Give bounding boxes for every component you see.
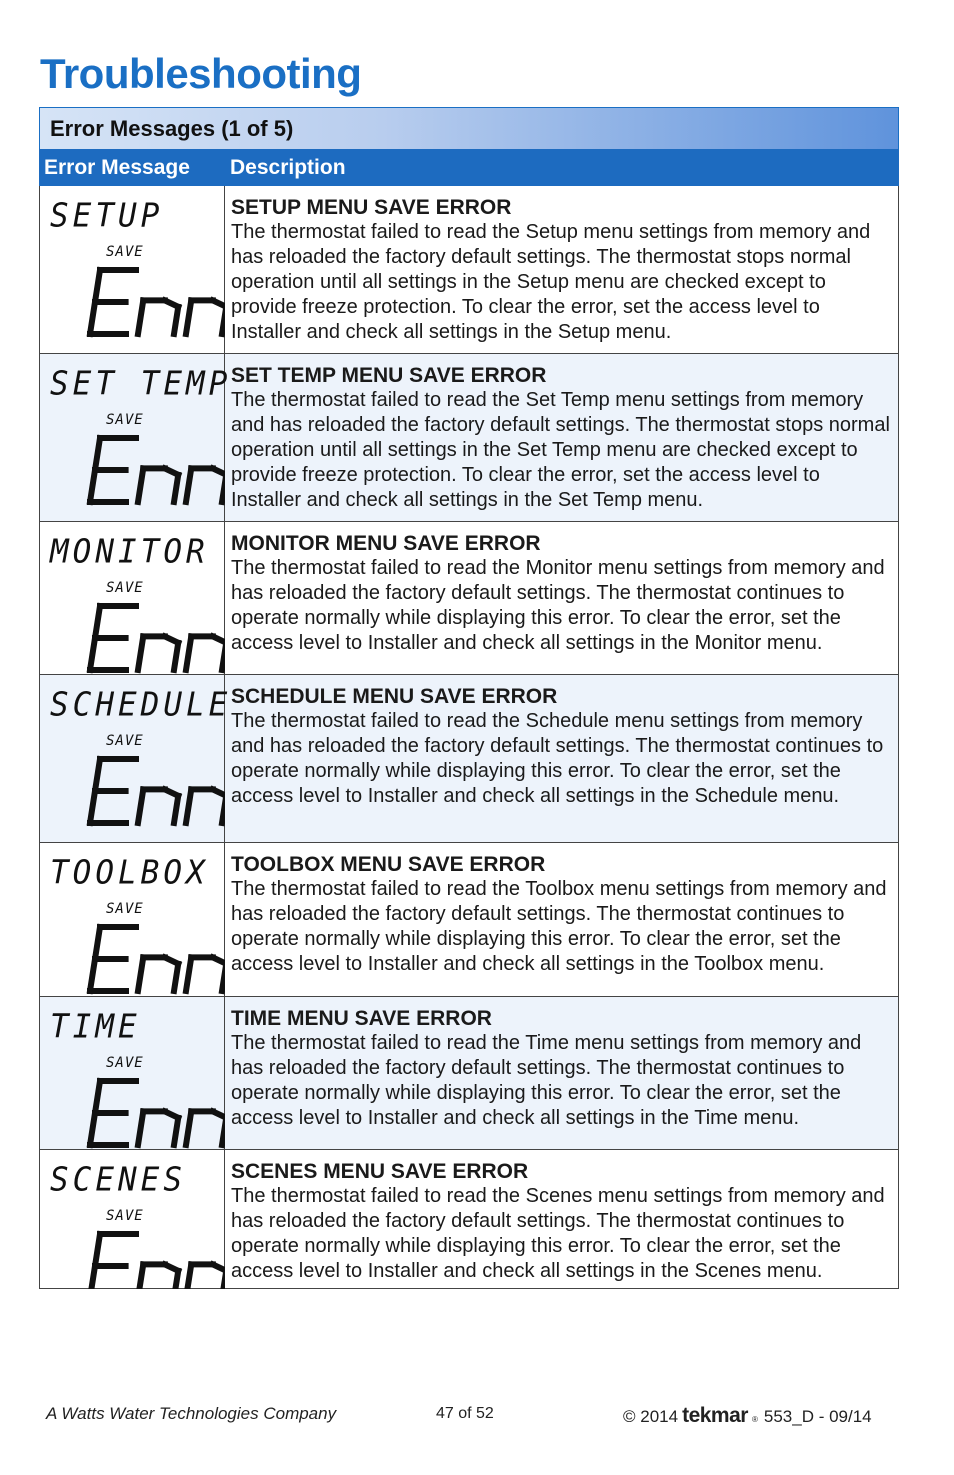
footer-company: A Watts Water Technologies Company	[46, 1404, 337, 1423]
error-description: The thermostat failed to read the Set Temp menu settings from memory and has reloaded the factory default settings. The thermostat stops normal operation until all settings in the Set Temp menu are checked except to provide freeze protection. To clear the error, set the access level to Installer and check all settings in the Set Temp menu.	[231, 389, 890, 511]
table-row	[39, 354, 899, 522]
table-row	[39, 522, 899, 675]
lcd-err-digits	[40, 354, 225, 522]
lcd-segment-glyph	[90, 606, 136, 670]
description-cell	[225, 843, 898, 996]
lcd-segment-glyph	[138, 789, 178, 823]
table-row	[39, 186, 899, 354]
lcd-segment	[213, 1111, 225, 1117]
lcd-segment	[138, 1111, 143, 1145]
lcd-segment	[213, 636, 225, 642]
column-header-description: Description	[230, 155, 346, 179]
error-title: TIME MENU SAVE ERROR	[231, 1007, 492, 1030]
lcd-segment	[174, 964, 178, 991]
lcd-segment	[222, 1271, 225, 1289]
lcd-display	[40, 675, 232, 842]
section-header: Error Messages (1 of 5)	[39, 107, 899, 149]
footer-copyright	[623, 1404, 872, 1428]
registered-mark: ®	[751, 1415, 758, 1424]
lcd-save-label: SAVE	[106, 244, 144, 260]
lcd-menu-label: SCENES	[50, 1161, 186, 1199]
lcd-err-digits	[40, 843, 225, 997]
lcd-segment	[222, 796, 225, 823]
lcd-segment	[138, 300, 143, 334]
lcd-display	[40, 522, 225, 674]
lcd-save-label: SAVE	[106, 1055, 144, 1071]
lcd-segment	[90, 1234, 100, 1289]
lcd-segment	[222, 964, 225, 991]
error-description: The thermostat failed to read the Time menu settings from memory and has reloaded the factory default settings. The thermostat continues to operate normally while displaying this error. To clear the error, set the access level to Installer and check all settings in the Time menu.	[231, 1032, 862, 1129]
error-description: The thermostat failed to read the Toolbox menu settings from memory and has reloaded the factory default settings. The thermostat continues to operate normally while displaying this error. To clear the error, set the access level to Installer and check all settings in the Toolbox menu.	[231, 878, 887, 975]
lcd-segment	[186, 300, 191, 334]
page-title: Troubleshooting	[40, 50, 362, 97]
lcd-segment	[174, 307, 178, 334]
lcd-segment	[174, 1271, 178, 1289]
description-cell	[225, 997, 898, 1149]
error-title: TOOLBOX MENU SAVE ERROR	[231, 853, 546, 876]
lcd-segment-glyph	[90, 1081, 136, 1145]
footer-page-number: 47 of 52	[436, 1405, 494, 1422]
lcd-segment	[186, 957, 191, 991]
error-description: The thermostat failed to read the Monitor menu settings from memory and has reloaded the factory default settings. The thermostat continues to operate normally while displaying this error. To clear the error, set the access level to Installer and check all settings in the Monitor menu.	[231, 557, 885, 654]
lcd-segment	[138, 789, 143, 823]
lcd-display	[40, 1150, 225, 1288]
error-title: SETUP MENU SAVE ERROR	[231, 196, 512, 219]
lcd-segment-glyph	[138, 1264, 178, 1289]
lcd-segment-glyph	[90, 1234, 136, 1289]
lcd-segment	[186, 1264, 191, 1289]
description-cell	[225, 675, 898, 842]
table-row	[39, 675, 899, 843]
lcd-segment-glyph	[138, 468, 178, 502]
lcd-segment-glyph	[186, 1111, 225, 1145]
lcd-save-label: SAVE	[106, 733, 144, 749]
lcd-segment	[138, 636, 143, 670]
lcd-segment	[138, 1264, 143, 1289]
lcd-menu-label: TOOLBOX	[50, 854, 209, 892]
lcd-segment	[213, 789, 225, 795]
lcd-segment	[213, 957, 225, 963]
lcd-segment	[186, 468, 191, 502]
lcd-segment	[222, 307, 225, 334]
error-messages-table	[39, 107, 899, 1289]
lcd-segment-glyph	[186, 1264, 225, 1289]
error-title: SCHEDULE MENU SAVE ERROR	[231, 685, 558, 708]
lcd-display	[40, 843, 225, 996]
lcd-segment	[186, 1111, 191, 1145]
lcd-segment-glyph	[90, 927, 136, 991]
lcd-segment-glyph	[186, 300, 225, 334]
lcd-err-digits	[40, 186, 225, 354]
lcd-menu-label: SETUP	[50, 197, 164, 235]
lcd-segment	[174, 796, 178, 823]
lcd-segment-glyph	[90, 270, 136, 334]
description-cell	[225, 522, 898, 674]
lcd-segment	[222, 643, 225, 670]
lcd-segment-glyph	[90, 759, 136, 823]
lcd-segment	[174, 475, 178, 502]
lcd-segment	[138, 468, 143, 502]
lcd-display	[40, 354, 232, 521]
lcd-save-label: SAVE	[106, 412, 144, 428]
table-row	[39, 997, 899, 1150]
copyright-text: © 2014	[623, 1407, 679, 1426]
lcd-segment	[186, 636, 191, 670]
lcd-save-label: SAVE	[106, 901, 144, 917]
error-description: The thermostat failed to read the Scenes menu settings from memory and has reloaded the factory default settings. The thermostat continues to operate normally while displaying this error. To clear the error, set the access level to Installer and check all settings in the Scenes menu.	[231, 1185, 885, 1282]
table-row	[39, 1150, 899, 1289]
lcd-segment-glyph	[90, 438, 136, 502]
lcd-segment	[174, 1118, 178, 1145]
lcd-segment-glyph	[186, 468, 225, 502]
lcd-segment	[213, 1264, 225, 1270]
lcd-err-digits	[40, 997, 225, 1150]
lcd-segment-glyph	[186, 636, 225, 670]
column-header-error-message: Error Message	[44, 155, 190, 179]
lcd-segment	[213, 468, 225, 474]
lcd-segment-glyph	[138, 300, 178, 334]
lcd-segment	[222, 475, 225, 502]
description-cell	[225, 354, 898, 521]
error-description: The thermostat failed to read the Setup menu settings from memory and has reloaded the factory default settings. The thermostat stops normal operation until all settings in the Setup menu are checked except to provide freeze protection. To clear the error, set the access level to Installer and check all settings in the Setup menu.	[231, 221, 871, 343]
lcd-segment	[213, 300, 225, 306]
lcd-save-label: SAVE	[106, 1208, 144, 1224]
lcd-menu-label: MONITOR	[50, 533, 209, 571]
lcd-menu-label: SET TEMP	[50, 365, 232, 403]
lcd-err-digits	[40, 1150, 225, 1289]
error-title: MONITOR MENU SAVE ERROR	[231, 532, 541, 555]
lcd-display	[40, 997, 225, 1149]
table-row	[39, 843, 899, 997]
lcd-segment-glyph	[138, 636, 178, 670]
description-cell	[225, 1150, 898, 1288]
lcd-segment	[138, 957, 143, 991]
lcd-segment-glyph	[186, 789, 225, 823]
lcd-err-digits	[40, 522, 225, 675]
error-title: SET TEMP MENU SAVE ERROR	[231, 364, 547, 387]
error-title: SCENES MENU SAVE ERROR	[231, 1160, 529, 1183]
lcd-segment-glyph	[186, 957, 225, 991]
lcd-display	[40, 186, 225, 353]
brand-logo: tekmar	[682, 1404, 748, 1427]
column-header-row	[39, 149, 899, 186]
lcd-segment	[186, 789, 191, 823]
description-cell	[225, 186, 898, 353]
doc-code: 553_D - 09/14	[763, 1407, 872, 1426]
lcd-segment-glyph	[138, 1111, 178, 1145]
lcd-menu-label: SCHEDULE	[50, 686, 232, 724]
lcd-err-digits	[40, 675, 225, 843]
lcd-segment	[222, 1118, 225, 1145]
lcd-segment	[174, 643, 178, 670]
lcd-segment-glyph	[138, 957, 178, 991]
lcd-menu-label: TIME	[50, 1008, 141, 1046]
error-description: The thermostat failed to read the Schedule menu settings from memory and has reloaded the factory default settings. The thermostat continues to operate normally while displaying this error. To clear the error, set the access level to Installer and check all settings in the Schedule menu.	[231, 710, 884, 807]
lcd-save-label: SAVE	[106, 580, 144, 596]
